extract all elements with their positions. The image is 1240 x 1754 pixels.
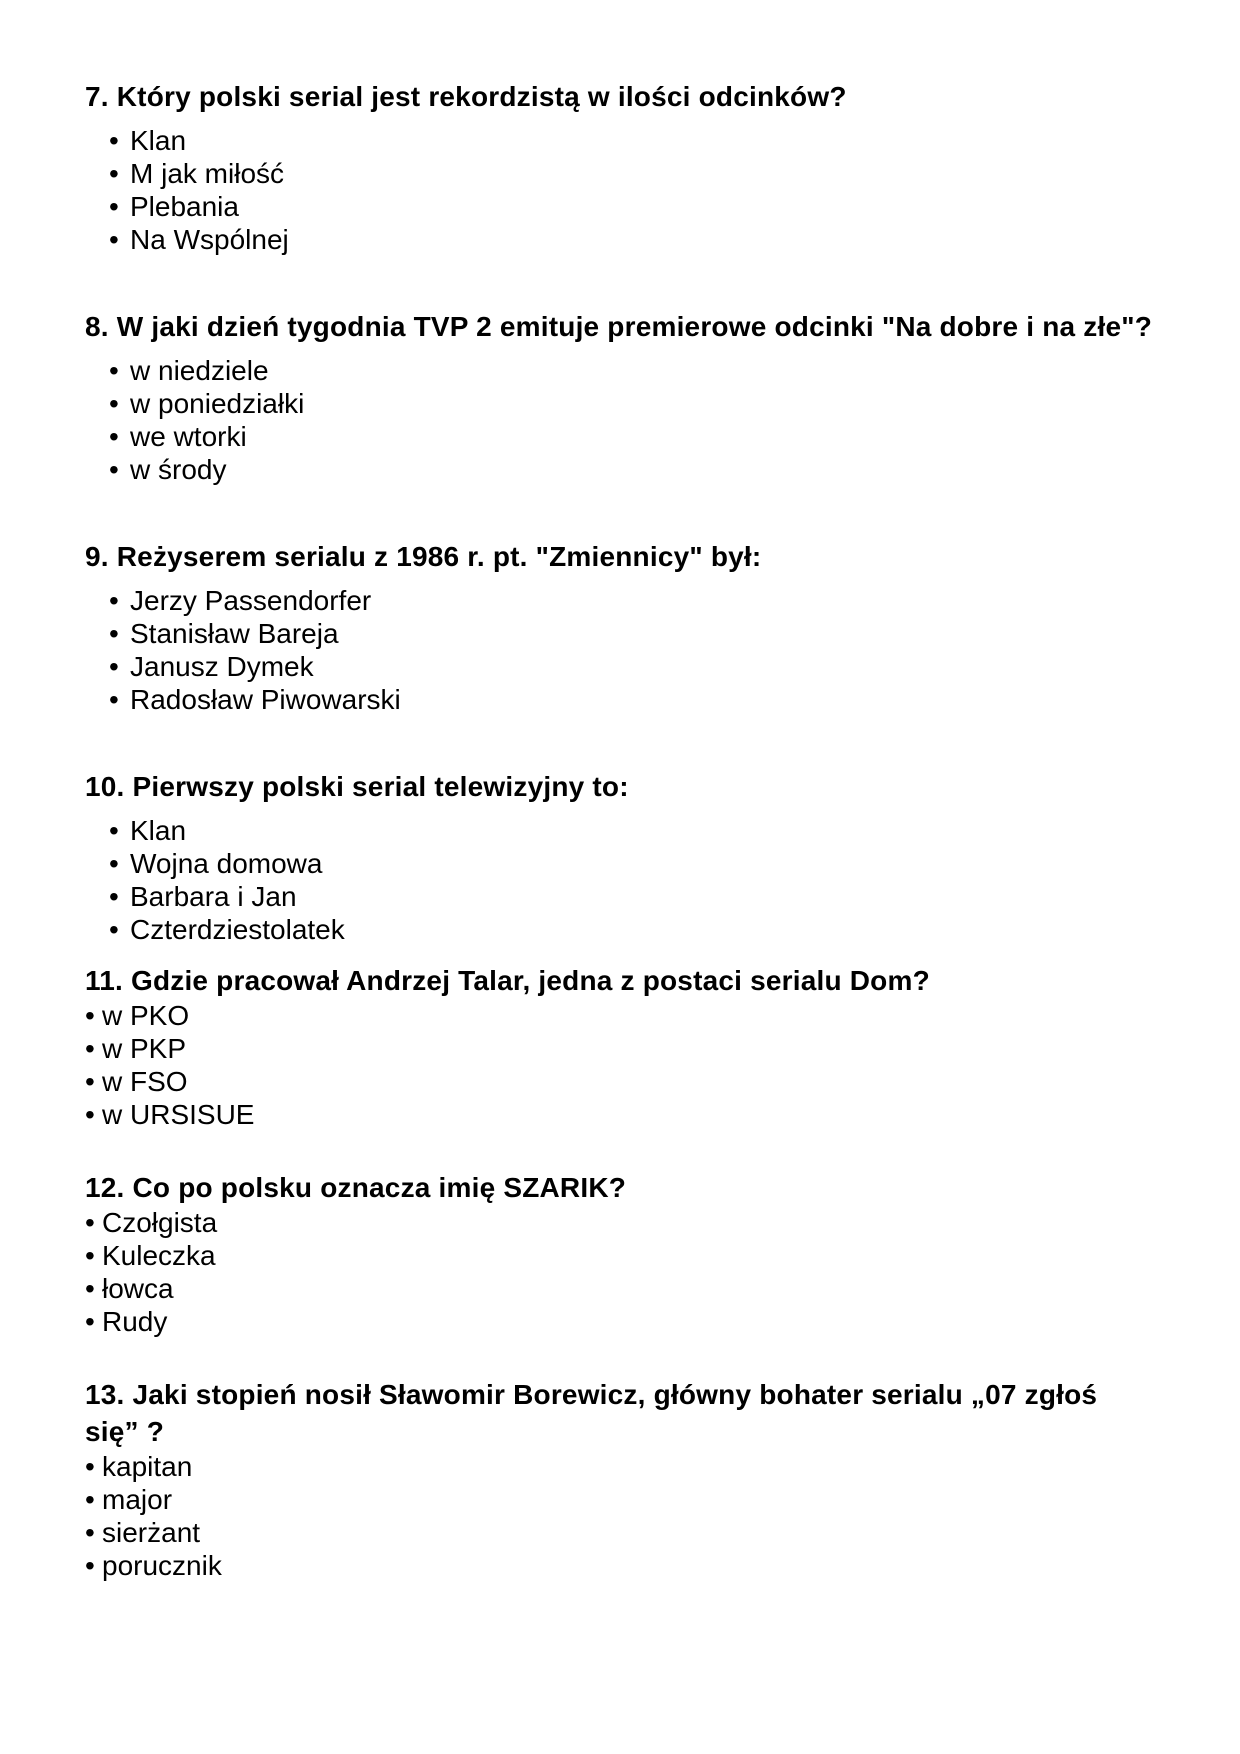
question-8-options bbox=[85, 354, 1155, 486]
question-8 bbox=[85, 308, 1155, 486]
question-10-text: Pierwszy polski serial telewizyjny to: bbox=[132, 771, 629, 802]
question-13-option-2: • major bbox=[85, 1483, 1155, 1516]
question-12 bbox=[85, 1169, 1155, 1338]
question-12-option-4: • Rudy bbox=[85, 1305, 1155, 1338]
question-11-option-1: • w PKO bbox=[85, 999, 1155, 1032]
question-12-option-1: • Czołgista bbox=[85, 1206, 1155, 1239]
question-7 bbox=[85, 78, 1155, 256]
question-11-number: 11. bbox=[85, 965, 123, 996]
question-10-option-1: • Klan bbox=[85, 814, 1155, 847]
question-8-option-1: • w niedziele bbox=[85, 354, 1155, 387]
question-12-option-3: • łowca bbox=[85, 1272, 1155, 1305]
question-13-option-1: • kapitan bbox=[85, 1450, 1155, 1483]
question-12-text: Co po polsku oznacza imię SZARIK? bbox=[132, 1172, 627, 1203]
question-10-option-2: • Wojna domowa bbox=[85, 847, 1155, 880]
question-8-number: 8. bbox=[85, 311, 109, 342]
question-9 bbox=[85, 538, 1155, 716]
question-9-option-3: • Janusz Dymek bbox=[85, 650, 1155, 683]
question-7-number: 7. bbox=[85, 81, 109, 112]
question-11-text: Gdzie pracował Andrzej Talar, jedna z postaci serialu Dom? bbox=[130, 965, 930, 996]
question-8-option-2: • w poniedziałki bbox=[85, 387, 1155, 420]
question-11-option-3: • w FSO bbox=[85, 1065, 1155, 1098]
question-13-number: 13. bbox=[85, 1379, 125, 1410]
question-10-option-4: • Czterdziestolatek bbox=[85, 913, 1155, 946]
question-8-text: W jaki dzień tygodnia TVP 2 emituje premierowe odcinki "Na dobre i na złe"? bbox=[116, 311, 1152, 342]
question-12-options bbox=[85, 1206, 1155, 1338]
question-10-heading bbox=[85, 768, 1155, 805]
question-10-option-3: • Barbara i Jan bbox=[85, 880, 1155, 913]
question-9-options bbox=[85, 584, 1155, 716]
question-10-number: 10. bbox=[85, 771, 125, 802]
question-11-options bbox=[85, 999, 1155, 1131]
question-8-option-4: • w środy bbox=[85, 453, 1155, 486]
question-13 bbox=[85, 1376, 1155, 1582]
question-11-option-4: • w URSISUE bbox=[85, 1098, 1155, 1131]
question-9-text: Reżyserem serialu z 1986 r. pt. "Zmiennicy" był: bbox=[116, 541, 762, 572]
question-7-option-2: • M jak miłość bbox=[85, 157, 1155, 190]
question-10-options bbox=[85, 814, 1155, 946]
question-7-option-1: • Klan bbox=[85, 124, 1155, 157]
question-13-option-4: • porucznik bbox=[85, 1549, 1155, 1582]
question-8-heading bbox=[85, 308, 1155, 345]
question-8-option-3: • we wtorki bbox=[85, 420, 1155, 453]
question-9-number: 9. bbox=[85, 541, 109, 572]
question-12-heading bbox=[85, 1169, 1155, 1206]
question-7-option-4: • Na Wspólnej bbox=[85, 223, 1155, 256]
question-11-heading bbox=[85, 962, 1155, 999]
question-7-heading bbox=[85, 78, 1155, 115]
question-12-number: 12. bbox=[85, 1172, 125, 1203]
question-7-text: Który polski serial jest rekordzistą w ilości odcinków? bbox=[116, 81, 847, 112]
question-12-option-2: • Kuleczka bbox=[85, 1239, 1155, 1272]
question-13-options bbox=[85, 1450, 1155, 1582]
question-13-option-3: • sierżant bbox=[85, 1516, 1155, 1549]
question-10 bbox=[85, 768, 1155, 946]
question-11 bbox=[85, 962, 1155, 1131]
question-7-option-3: • Plebania bbox=[85, 190, 1155, 223]
question-9-option-4: • Radosław Piwowarski bbox=[85, 683, 1155, 716]
question-13-heading bbox=[85, 1376, 1155, 1450]
question-9-option-1: • Jerzy Passendorfer bbox=[85, 584, 1155, 617]
question-9-heading bbox=[85, 538, 1155, 575]
question-13-text: Jaki stopień nosił Sławomir Borewicz, główny bohater serialu „07 zgłoś się” ? bbox=[85, 1379, 1098, 1447]
question-11-option-2: • w PKP bbox=[85, 1032, 1155, 1065]
question-9-option-2: • Stanisław Bareja bbox=[85, 617, 1155, 650]
question-7-options bbox=[85, 124, 1155, 256]
